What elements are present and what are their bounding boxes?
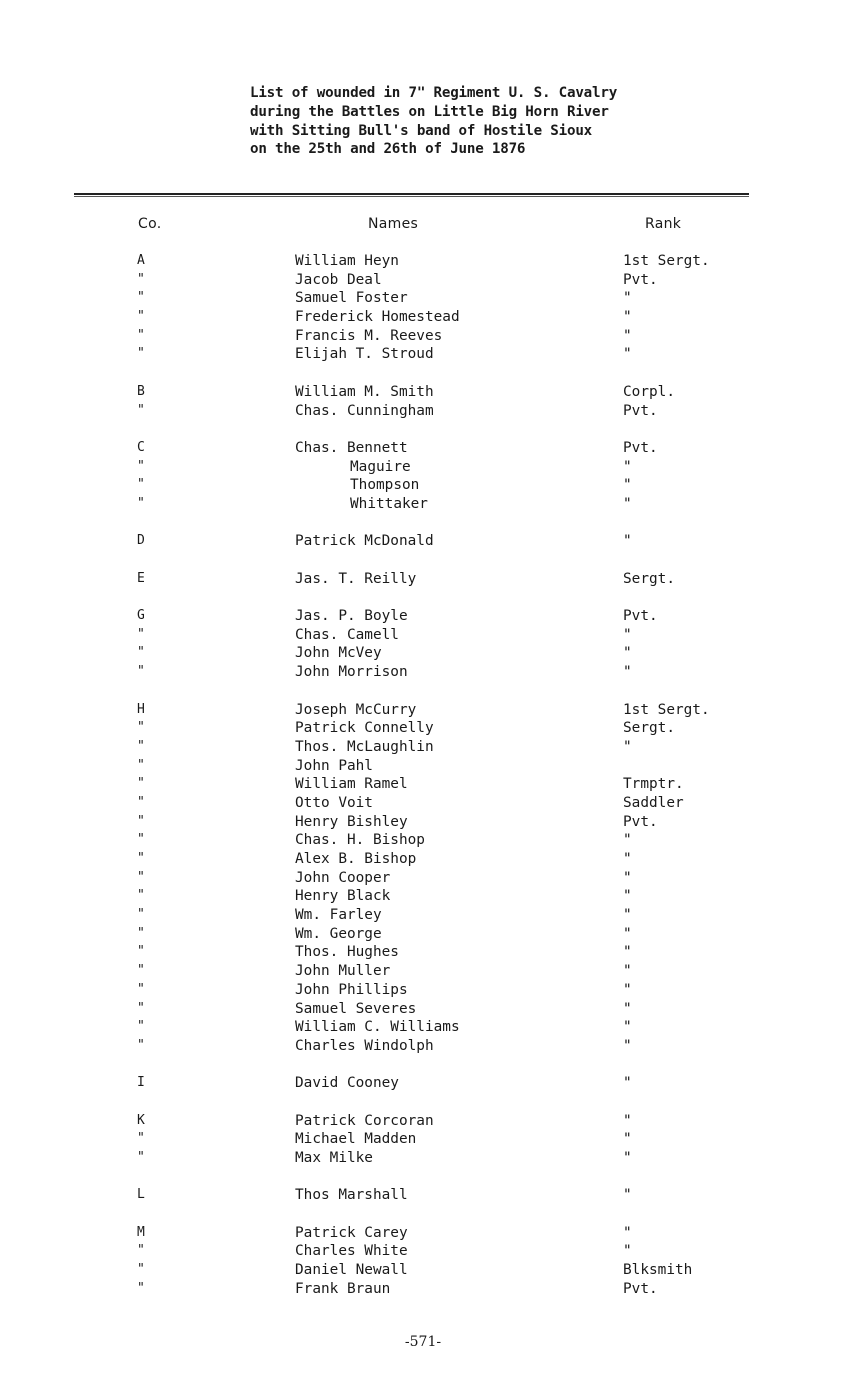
name-cell: John Cooper <box>295 869 391 886</box>
title-line-3: with Sitting Bull's band of Hostile Sioux <box>250 122 593 139</box>
company-cell: I <box>137 1075 145 1091</box>
company-cell: " <box>137 495 145 511</box>
rank-cell: " <box>623 738 632 755</box>
roster-row <box>0 439 846 458</box>
roster-row <box>0 981 846 1000</box>
roster-row <box>0 1280 846 1299</box>
company-cell: " <box>137 1000 145 1016</box>
roster-row <box>0 644 846 663</box>
company-cell: B <box>137 383 145 399</box>
company-cell: " <box>137 309 145 325</box>
roster-row <box>0 738 846 757</box>
name-cell: Elijah T. Stroud <box>295 346 434 363</box>
roster-list <box>0 252 846 1299</box>
rank-cell: " <box>623 458 632 475</box>
company-cell: " <box>137 794 145 810</box>
roster-row <box>0 1242 846 1261</box>
column-header-rank: Rank <box>645 216 682 232</box>
rank-cell: 1st Sergt. <box>623 701 710 718</box>
roster-row <box>0 719 846 738</box>
company-cell: " <box>137 1243 145 1259</box>
roster-row <box>0 458 846 477</box>
roster-row <box>0 1018 846 1037</box>
company-cell: " <box>137 402 145 418</box>
document-title <box>250 84 750 159</box>
name-cell: Patrick McDonald <box>295 533 434 550</box>
roster-row <box>0 887 846 906</box>
company-cell: A <box>137 253 145 268</box>
rank-cell: " <box>623 944 632 961</box>
rank-cell: Sergt. <box>623 570 675 587</box>
rank-cell: " <box>623 664 632 681</box>
name-cell: John Pahl <box>295 757 373 774</box>
roster-row <box>0 1037 846 1056</box>
name-cell: Wm. George <box>295 925 382 942</box>
name-cell: John McVey <box>295 645 382 662</box>
name-cell: Jas. P. Boyle <box>295 608 408 625</box>
name-cell: Frank Braun <box>295 1280 391 1297</box>
roster-row <box>0 831 846 850</box>
rank-cell: Pvt. <box>623 608 658 625</box>
company-cell: H <box>137 701 145 717</box>
name-cell: Charles Windolph <box>295 1037 434 1054</box>
name-cell: Whittaker <box>350 495 428 512</box>
company-cell: " <box>137 626 145 642</box>
company-cell: " <box>137 645 145 661</box>
roster-row <box>0 570 846 589</box>
roster-row <box>0 1261 846 1280</box>
company-cell: " <box>137 346 145 362</box>
company-cell: C <box>137 439 145 455</box>
title-line-2: during the Battles on Little Big Horn River <box>250 103 609 120</box>
name-cell: Charles White <box>295 1243 408 1260</box>
rank-cell: Pvt. <box>623 271 658 288</box>
rank-cell: " <box>623 309 632 326</box>
roster-row <box>0 271 846 290</box>
roster-row <box>0 1130 846 1149</box>
company-cell: " <box>137 1150 145 1165</box>
rank-cell: Pvt. <box>623 439 658 456</box>
name-cell: Chas. Camell <box>295 626 399 643</box>
name-cell: Otto Voit <box>295 794 373 811</box>
name-cell: Patrick Connelly <box>295 720 434 737</box>
roster-row <box>0 383 846 402</box>
company-cell: " <box>137 981 145 997</box>
roster-row <box>0 1000 846 1019</box>
name-cell: David Cooney <box>295 1075 399 1092</box>
company-cell: " <box>137 1019 145 1035</box>
roster-row <box>0 794 846 813</box>
title-line-1: List of wounded in 7" Regiment U. S. Cavalry <box>250 85 618 101</box>
name-cell: Chas. H. Bishop <box>295 832 425 849</box>
rank-cell: " <box>623 533 632 550</box>
name-cell: Chas. Bennett <box>295 439 408 456</box>
rank-cell: " <box>623 290 632 307</box>
rank-cell: " <box>623 963 632 980</box>
name-cell: Henry Black <box>295 888 391 905</box>
company-cell: " <box>137 1280 145 1296</box>
name-cell: John Morrison <box>295 664 408 681</box>
roster-row <box>0 925 846 944</box>
company-cell: G <box>137 608 145 624</box>
rank-cell: Trmptr. <box>623 776 684 793</box>
company-cell: M <box>137 1224 145 1240</box>
name-cell: Maguire <box>350 458 411 475</box>
name-cell: Patrick Corcoran <box>295 1112 434 1129</box>
company-cell: " <box>137 851 145 866</box>
roster-row <box>0 345 846 364</box>
name-cell: Patrick Carey <box>295 1224 408 1241</box>
company-cell: " <box>137 925 145 941</box>
roster-row <box>0 532 846 551</box>
company-cell: " <box>137 664 145 680</box>
roster-row <box>0 1149 846 1168</box>
roster-row <box>0 813 846 832</box>
company-cell: " <box>137 888 145 904</box>
rank-cell: " <box>623 645 632 662</box>
company-cell: " <box>137 869 145 885</box>
company-cell: " <box>137 738 145 754</box>
rank-cell: " <box>623 327 632 344</box>
company-cell: D <box>137 533 145 549</box>
rank-cell: " <box>623 907 632 924</box>
rank-cell: " <box>623 832 632 849</box>
title-line-4: on the 25th and 26th of June 1876 <box>250 141 526 158</box>
roster-row <box>0 701 846 720</box>
name-cell: Frederick Homestead <box>295 309 460 326</box>
rank-cell: " <box>623 477 632 494</box>
roster-row <box>0 906 846 925</box>
rank-cell: " <box>623 981 632 998</box>
company-cell: " <box>137 813 145 829</box>
rank-cell: Corpl. <box>623 383 675 400</box>
company-cell: " <box>137 271 145 287</box>
roster-row <box>0 402 846 421</box>
company-cell: " <box>137 907 145 923</box>
company-cell: " <box>137 832 145 848</box>
roster-row <box>0 289 846 308</box>
name-cell: Joseph McCurry <box>295 701 417 718</box>
rank-cell: " <box>623 1075 632 1092</box>
name-cell: Henry Bishley <box>295 813 408 830</box>
roster-row <box>0 1224 846 1243</box>
name-cell: Samuel Foster <box>295 290 408 307</box>
company-cell: K <box>137 1112 145 1128</box>
roster-row <box>0 607 846 626</box>
rank-cell: Sergt. <box>623 720 675 737</box>
rank-cell: " <box>623 495 632 512</box>
name-cell: Thos Marshall <box>295 1187 408 1204</box>
name-cell: Thos. Hughes <box>295 944 399 961</box>
rank-cell: " <box>623 925 632 942</box>
name-cell: Francis M. Reeves <box>295 327 443 344</box>
name-cell: William Ramel <box>295 776 408 793</box>
name-cell: John Muller <box>295 963 391 980</box>
name-cell: Thos. McLaughlin <box>295 738 434 755</box>
roster-row <box>0 775 846 794</box>
roster-row <box>0 308 846 327</box>
roster-row <box>0 626 846 645</box>
rank-cell: Blksmith <box>623 1262 693 1279</box>
rank-cell: " <box>623 1019 632 1036</box>
company-cell: " <box>137 327 145 343</box>
company-cell: " <box>137 290 145 306</box>
name-cell: Thompson <box>350 477 420 494</box>
company-cell: " <box>137 1131 145 1147</box>
roster-row <box>0 869 846 888</box>
rank-cell: " <box>623 851 632 867</box>
rank-cell: " <box>623 1000 632 1017</box>
roster-row <box>0 1186 846 1205</box>
name-cell: John Phillips <box>295 981 408 998</box>
name-cell: Daniel Newall <box>295 1262 408 1279</box>
roster-row <box>0 962 846 981</box>
rank-cell: " <box>623 626 632 643</box>
company-cell: " <box>137 944 145 960</box>
rank-cell: Pvt. <box>623 402 658 419</box>
name-cell: Alex B. Bishop <box>295 851 417 867</box>
name-cell: William M. Smith <box>295 383 434 400</box>
roster-row <box>0 1074 846 1093</box>
name-cell: Jacob Deal <box>295 271 382 288</box>
company-cell: " <box>137 477 145 493</box>
rank-cell: " <box>623 1243 632 1260</box>
name-cell: William C. Williams <box>295 1019 460 1036</box>
roster-row <box>0 327 846 346</box>
rank-cell: Pvt. <box>623 1280 658 1297</box>
name-cell: Michael Madden <box>295 1131 417 1148</box>
company-cell: " <box>137 1262 145 1278</box>
company-cell: " <box>137 1037 145 1053</box>
roster-row <box>0 495 846 514</box>
rank-cell: Saddler <box>623 794 684 811</box>
roster-row <box>0 476 846 495</box>
name-cell: Chas. Cunningham <box>295 402 434 419</box>
roster-row <box>0 663 846 682</box>
company-cell: " <box>137 757 145 773</box>
roster-row <box>0 252 846 271</box>
rank-cell: Pvt. <box>623 813 658 830</box>
rank-cell: " <box>623 346 632 363</box>
name-cell: Samuel Severes <box>295 1000 417 1017</box>
roster-row <box>0 757 846 776</box>
column-header-names: Names <box>368 216 419 232</box>
company-cell: " <box>137 458 145 474</box>
rank-cell: " <box>623 1224 632 1241</box>
rank-cell: " <box>623 1037 632 1054</box>
company-cell: " <box>137 776 145 792</box>
rank-cell: " <box>623 888 632 905</box>
rank-cell: " <box>623 1131 632 1148</box>
page-number: -571- <box>404 1334 442 1350</box>
roster-row <box>0 850 846 869</box>
company-cell: " <box>137 963 145 979</box>
rank-cell: " <box>623 1150 632 1166</box>
name-cell: William Heyn <box>295 253 399 269</box>
company-cell: " <box>137 720 145 736</box>
rank-cell: " <box>623 1187 632 1204</box>
rank-cell: " <box>623 1112 632 1129</box>
rank-cell: " <box>623 869 632 886</box>
roster-row <box>0 943 846 962</box>
column-header-company: Co. <box>138 216 162 232</box>
rank-cell: 1st Sergt. <box>623 253 710 269</box>
company-cell: L <box>137 1187 145 1203</box>
name-cell: Jas. T. Reilly <box>295 570 417 587</box>
title-divider <box>74 193 749 197</box>
roster-row <box>0 1112 846 1131</box>
name-cell: Wm. Farley <box>295 907 382 924</box>
company-cell: E <box>137 570 145 586</box>
name-cell: Max Milke <box>295 1150 373 1166</box>
